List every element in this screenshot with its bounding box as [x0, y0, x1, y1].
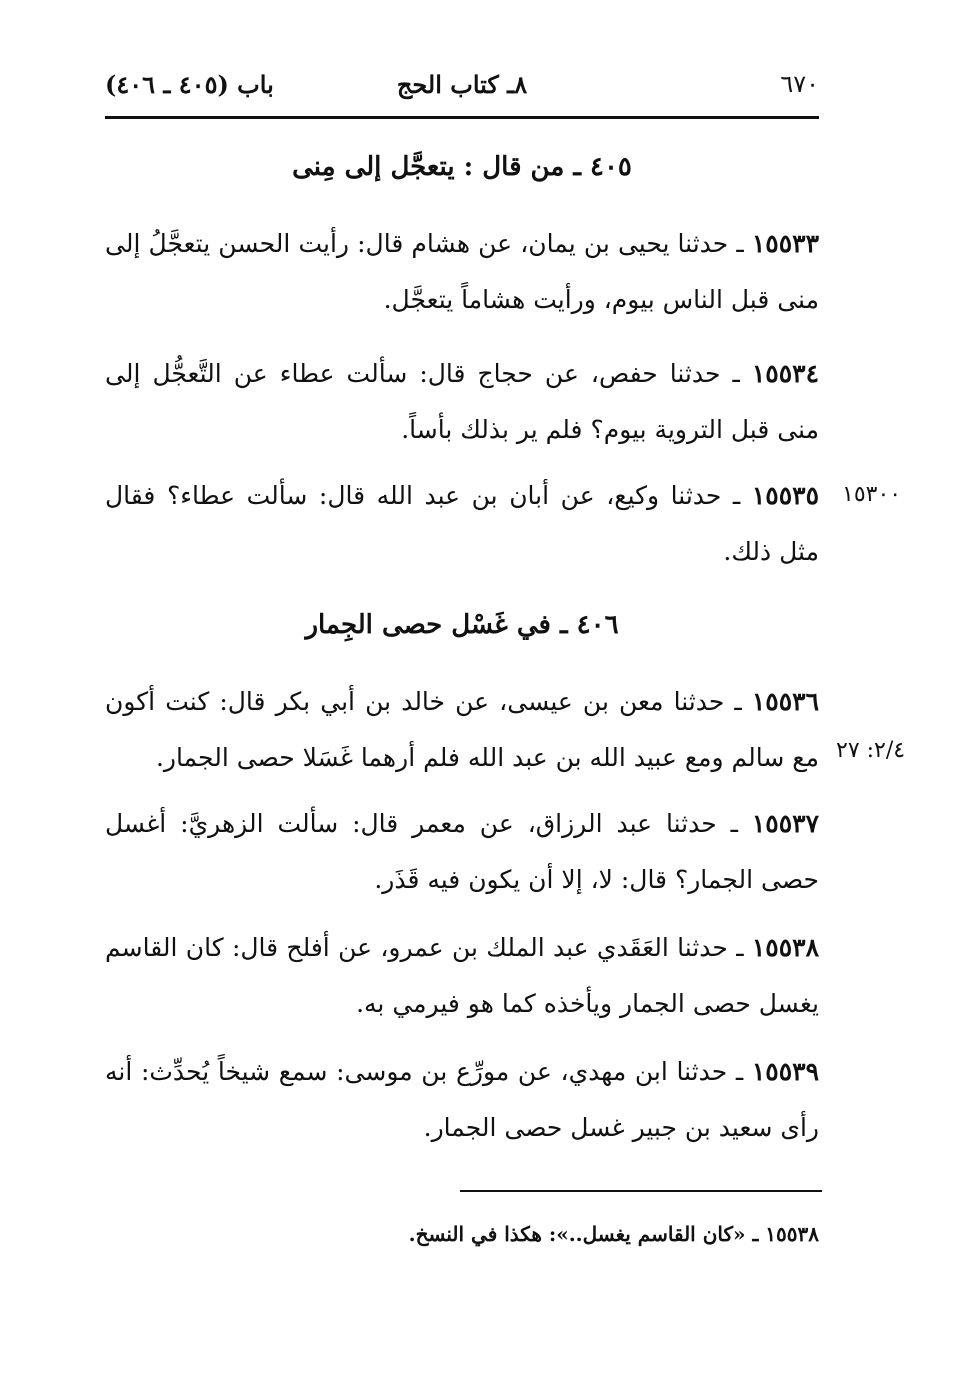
hadith-15534 — [105, 346, 819, 458]
hadith-number: ١٥٥٣٤ — [751, 359, 819, 388]
margin-reference: ٢/٤: ٢٧ — [836, 738, 906, 763]
hadith-15537 — [105, 796, 819, 908]
section-heading-406: ٤٠٦ ـ في غَسْل حصى الجِمار — [305, 610, 619, 640]
hadith-text: ـ حدثنا معن بن عيسى، عن خالد بن أبي بكر قال: كنت أكون مع سالم ومع عبيد الله بن عبد الله فلم أرهما غَسَلا حصى الجمار. — [105, 687, 819, 772]
hadith-number: ١٥٥٣٨ — [751, 933, 819, 962]
hadith-15533 — [105, 216, 819, 328]
hadith-number: ١٥٥٣٧ — [751, 809, 820, 838]
footnote-rule — [460, 1190, 822, 1192]
hadith-text: ـ حدثنا ابن مهدي، عن مورِّع بن موسى: سمع شيخاً يُحدِّث: أنه رأى سعيد بن جبير غسل حصى الجمار. — [105, 1057, 819, 1142]
page-header — [105, 70, 819, 110]
hadith-number: ١٥٥٣٦ — [751, 687, 819, 716]
hadith-number: ١٥٥٣٥ — [751, 481, 819, 510]
hadith-15535 — [105, 468, 819, 580]
hadith-text: ـ حدثنا العَقَدي عبد الملك بن عمرو، عن أفلح قال: كان القاسم يغسل حصى الجمار ويأخذه كما هو فيرمي به. — [105, 933, 819, 1018]
footnote: ١٥٥٣٨ ـ «كان القاسم يغسل..»: هكذا في النسخ. — [408, 1222, 819, 1246]
book-title: ٨ـ كتاب الحج — [396, 70, 528, 99]
hadith-15536 — [105, 674, 819, 786]
hadith-text: ـ حدثنا يحيى بن يمان، عن هشام قال: رأيت الحسن يتعجَّلُ إلى منى قبل الناس بيوم، ورأيت هشاماً يتعجَّل. — [105, 229, 819, 314]
hadith-15538 — [105, 920, 819, 1032]
chapter-range: باب (٤٠٥ ـ ٤٠٦) — [105, 70, 274, 99]
header-rule — [105, 116, 819, 119]
hadith-text: ـ حدثنا وكيع، عن أبان بن عبد الله قال: سألت عطاء؟ فقال مثل ذلك. — [105, 481, 819, 566]
hadith-text: ـ حدثنا عبد الرزاق، عن معمر قال: سألت الزهريَّ: أغسل حصى الجمار؟ قال: لا، إلا أن يكون فيه قَذَر. — [105, 809, 819, 894]
hadith-number: ١٥٥٣٣ — [751, 229, 819, 258]
hadith-text: ـ حدثنا حفص، عن حجاج قال: سألت عطاء عن التَّعجُّل إلى منى قبل التروية بيوم؟ فلم ير بذلك بأساً. — [105, 359, 819, 444]
hadith-15539 — [105, 1044, 819, 1156]
page-number: ٦٧٠ — [780, 70, 819, 98]
margin-reference: ١٥٣٠٠ — [842, 482, 902, 507]
hadith-number: ١٥٥٣٩ — [751, 1057, 819, 1086]
section-heading-405: ٤٠٥ ـ من قال : يتعجَّل إلى مِنى — [292, 152, 632, 182]
